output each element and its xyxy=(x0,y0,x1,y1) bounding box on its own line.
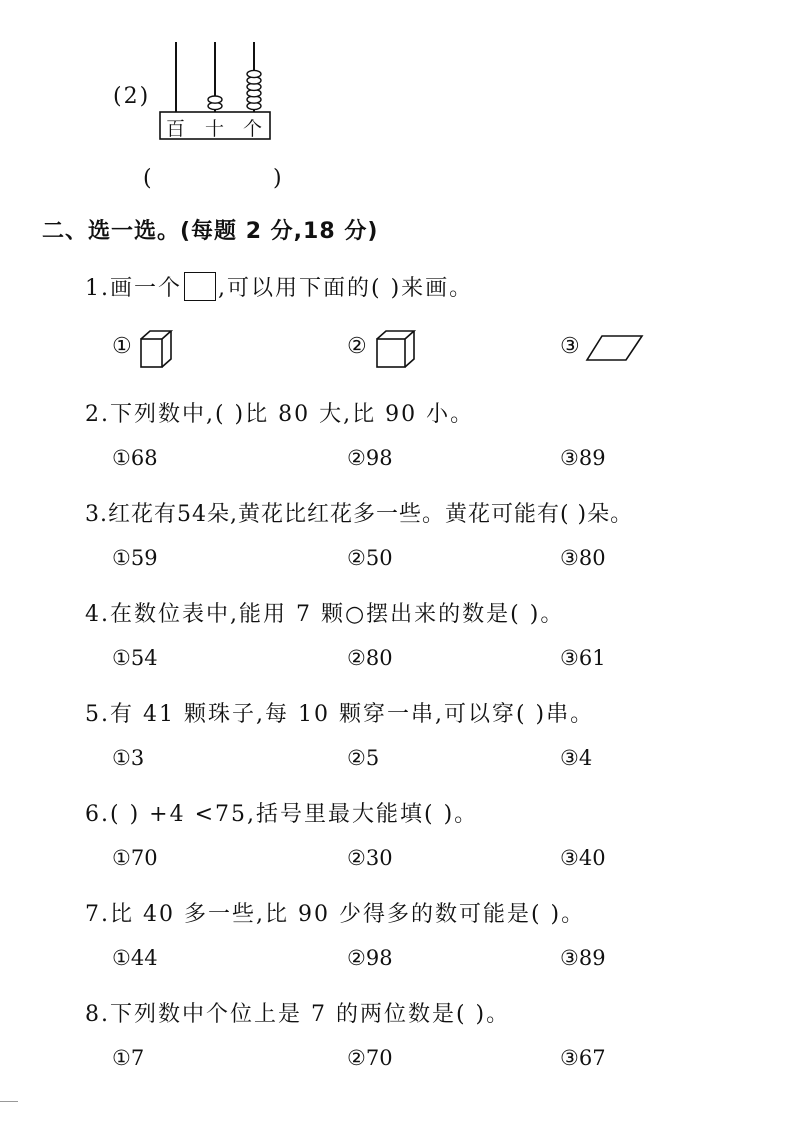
option-marker: ③ xyxy=(560,746,579,770)
option-value: 4 xyxy=(578,746,593,770)
option-value: 44 xyxy=(130,946,158,970)
option-1[interactable] xyxy=(112,846,158,870)
option-3[interactable] xyxy=(560,546,606,570)
option-value: 89 xyxy=(578,446,606,470)
option-value: 98 xyxy=(365,946,393,970)
option-1[interactable] xyxy=(112,1046,144,1070)
option-marker: ① xyxy=(112,546,131,570)
option-2[interactable] xyxy=(347,746,379,770)
square-icon xyxy=(184,272,216,301)
option-value: 89 xyxy=(578,946,606,970)
option-value: 68 xyxy=(130,446,158,470)
option-marker: ③ xyxy=(560,846,579,870)
option-marker: ② xyxy=(347,746,366,770)
option-marker: ② xyxy=(347,446,366,470)
option-marker: ③ xyxy=(560,446,579,470)
option-2[interactable] xyxy=(347,446,393,470)
option-1[interactable] xyxy=(112,546,158,570)
option-marker: ③ xyxy=(560,946,579,970)
option-value: 3 xyxy=(130,746,145,770)
option-1[interactable] xyxy=(112,646,158,670)
option-marker: ② xyxy=(347,334,367,359)
option-value: 70 xyxy=(130,846,158,870)
option-marker: ③ xyxy=(560,1046,579,1070)
question-stem-before: 1.画一个 xyxy=(85,276,182,301)
answer-paren-close: ) xyxy=(273,166,284,191)
option-value: 80 xyxy=(365,646,393,670)
option-marker: ② xyxy=(347,1046,366,1070)
option-marker: ① xyxy=(112,746,131,770)
option-3[interactable] xyxy=(560,746,592,770)
option-marker: ① xyxy=(112,646,131,670)
option-marker: ① xyxy=(112,334,132,359)
abacus-bead xyxy=(208,96,222,103)
option-marker: ② xyxy=(347,546,366,570)
abacus-place-ones: 个 xyxy=(243,118,263,140)
option-1[interactable] xyxy=(112,446,158,470)
option-2[interactable] xyxy=(347,946,393,970)
question-stem: 2.下列数中,( )比 80 大,比 90 小。 xyxy=(85,402,475,427)
option-2[interactable] xyxy=(347,334,367,359)
option-value: 70 xyxy=(365,1046,393,1070)
option-3[interactable] xyxy=(560,446,606,470)
answer-paren-open: ( xyxy=(143,166,154,191)
option-1[interactable] xyxy=(112,746,144,770)
option-value: 61 xyxy=(578,646,606,670)
abacus-bead xyxy=(247,70,261,77)
option-1[interactable] xyxy=(112,946,158,970)
option-marker: ② xyxy=(347,646,366,670)
question-stem: 8.下列数中个位上是 7 的两位数是( )。 xyxy=(85,1002,511,1027)
page-edge-mark xyxy=(0,1101,18,1102)
option-2[interactable] xyxy=(347,646,393,670)
option-marker: ① xyxy=(112,846,131,870)
option-3[interactable] xyxy=(560,646,606,670)
question-stem xyxy=(85,271,473,302)
cuboid-icon xyxy=(140,330,176,370)
option-marker: ② xyxy=(347,946,366,970)
cube-icon xyxy=(376,330,418,370)
option-marker: ③ xyxy=(560,646,579,670)
abacus-place-hundreds: 百 xyxy=(166,118,186,140)
question-stem: 4.在数位表中,能用 7 颗○摆出来的数是( )。 xyxy=(85,602,565,627)
question-stem: 3.红花有54朵,黄花比红花多一些。黄花可能有( )朵。 xyxy=(85,502,634,527)
option-value: 40 xyxy=(578,846,606,870)
option-3[interactable] xyxy=(560,946,606,970)
abacus-place-tens: 十 xyxy=(205,118,225,140)
parallelogram-icon xyxy=(586,334,644,362)
option-value: 7 xyxy=(130,1046,145,1070)
option-3[interactable] xyxy=(560,1046,606,1070)
option-value: 98 xyxy=(365,446,393,470)
option-1[interactable] xyxy=(112,334,132,359)
option-marker: ① xyxy=(112,1046,131,1070)
option-value: 30 xyxy=(365,846,393,870)
option-2[interactable] xyxy=(347,846,393,870)
question-stem: 5.有 41 颗珠子,每 10 颗穿一串,可以穿( )串。 xyxy=(85,702,595,727)
question-stem: 6.( ) +4 <75,括号里最大能填( )。 xyxy=(85,802,479,827)
question-stem-after: ,可以用下面的( )来画。 xyxy=(218,276,474,301)
option-2[interactable] xyxy=(347,546,393,570)
option-value: 67 xyxy=(578,1046,606,1070)
option-3[interactable] xyxy=(560,846,606,870)
option-value: 80 xyxy=(578,546,606,570)
option-marker: ③ xyxy=(560,334,580,359)
question-stem: 7.比 40 多一些,比 90 少得多的数可能是( )。 xyxy=(85,902,586,927)
option-value: 54 xyxy=(130,646,158,670)
section-title: 二、选一选。(每题 2 分,18 分) xyxy=(42,219,379,244)
option-marker: ② xyxy=(347,846,366,870)
option-marker: ① xyxy=(112,446,131,470)
option-value: 50 xyxy=(365,546,393,570)
option-2[interactable] xyxy=(347,1046,393,1070)
question-label: (2) xyxy=(113,84,151,109)
option-marker: ① xyxy=(112,946,131,970)
option-3[interactable] xyxy=(560,334,580,359)
option-marker: ③ xyxy=(560,546,579,570)
option-value: 59 xyxy=(130,546,158,570)
option-value: 5 xyxy=(365,746,380,770)
